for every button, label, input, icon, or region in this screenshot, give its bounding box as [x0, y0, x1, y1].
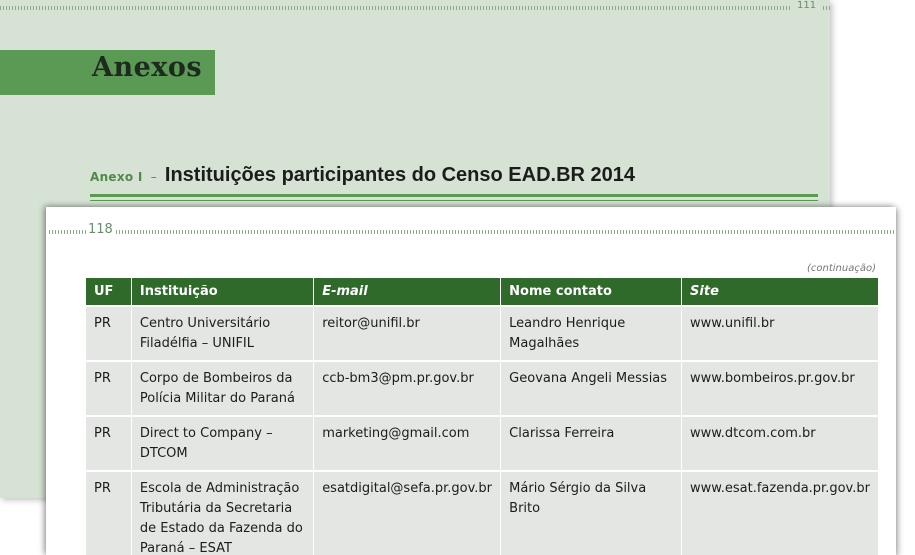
institutions-table — [86, 278, 878, 555]
table-row — [86, 306, 878, 361]
cell-uf: PR — [86, 361, 131, 416]
annex-separator: – — [150, 170, 157, 184]
annex-rule — [90, 194, 818, 197]
header-uf: UF — [86, 278, 131, 306]
cell-site: www.dtcom.com.br — [682, 416, 878, 471]
page-number: 118 — [88, 222, 113, 237]
annex-rule-thin — [90, 200, 818, 201]
page-header-rule — [0, 6, 790, 10]
page-header-rule-end — [823, 6, 830, 10]
page-title: Anexos — [92, 52, 203, 83]
cell-nome-contato: Mário Sérgio da Silva Brito — [501, 471, 682, 555]
annex-label: Anexo I — [90, 170, 143, 184]
cell-instituicao: Escola de Administração Tributária da Secretaria de Estado da Fazenda do Paraná – ESAT — [131, 471, 313, 555]
cell-nome-contato: Clarissa Ferreira — [501, 416, 682, 471]
annex-title: Instituições participantes do Censo EAD.BR 2014 — [164, 164, 636, 186]
cell-instituicao: Direct to Company – DTCOM — [131, 416, 313, 471]
cell-instituicao: Centro Universitário Filadélfia – UNIFIL — [131, 306, 313, 361]
cell-uf: PR — [86, 471, 131, 555]
cell-site: www.bombeiros.pr.gov.br — [682, 361, 878, 416]
continuation-note: (continuação) — [806, 263, 876, 274]
cell-email: ccb-bm3@pm.pr.gov.br — [314, 361, 501, 416]
table-row — [86, 471, 878, 555]
cell-uf: PR — [86, 416, 131, 471]
cell-site: www.unifil.br — [682, 306, 878, 361]
header-instituicao: Instituição — [131, 278, 313, 306]
cell-instituicao: Corpo de Bombeiros da Polícia Militar do Paraná — [131, 361, 313, 416]
page-number: 111 — [797, 0, 817, 11]
cell-nome-contato: Leandro Henrique Magalhães — [501, 306, 682, 361]
front-page — [46, 207, 896, 555]
table-row — [86, 416, 878, 471]
header-nome-contato: Nome contato — [501, 278, 682, 306]
annex-heading — [90, 164, 635, 187]
cell-email: esatdigital@sefa.pr.gov.br — [314, 471, 501, 555]
header-email: E-mail — [314, 278, 501, 306]
table-row — [86, 361, 878, 416]
cell-site: www.esat.fazenda.pr.gov.br — [682, 471, 878, 555]
cell-uf: PR — [86, 306, 131, 361]
table-header-row — [86, 278, 878, 306]
page-header-rule-left — [49, 230, 87, 234]
header-site: Site — [682, 278, 878, 306]
cell-nome-contato: Geovana Angeli Messias — [501, 361, 682, 416]
page-header-rule-right — [116, 230, 896, 234]
cell-email: reitor@unifil.br — [314, 306, 501, 361]
cell-email: marketing@gmail.com — [314, 416, 501, 471]
